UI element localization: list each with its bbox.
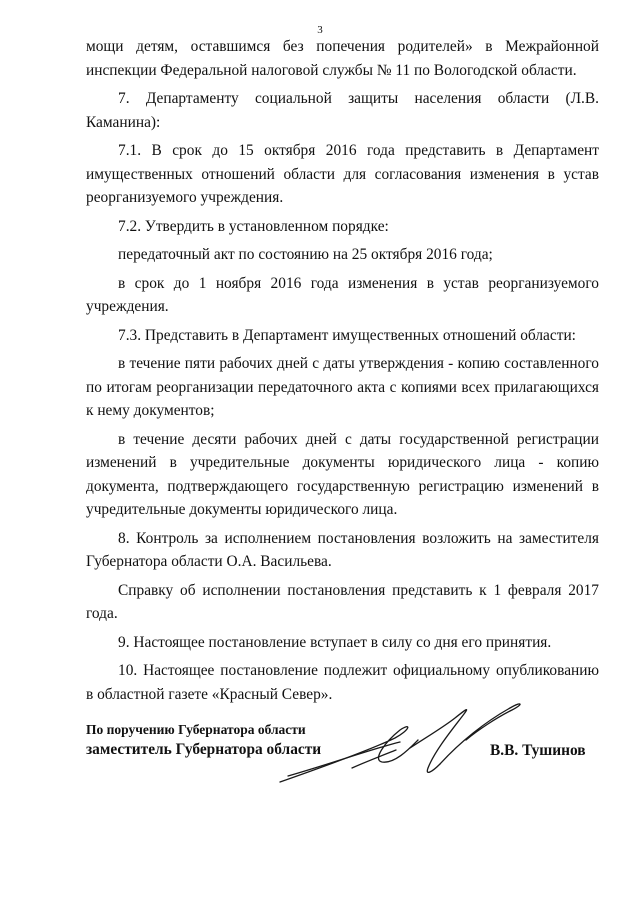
paragraph-item-7-3: 7.3. Представить в Департамент имущественных отношений области:	[118, 326, 576, 344]
handwritten-signature	[260, 690, 530, 790]
signature-authority-line: По поручению Губернатора области	[86, 722, 306, 737]
signature-position-line: заместитель Губернатора области	[86, 741, 322, 758]
paragraph-ten-days: в течение десяти рабочих дней с даты государственной регистрации изменений в учредительные документы юридического лица - копию документа, подтверждающего государственную регистрацию изменений в учредительные документы юридического лица.	[86, 430, 599, 518]
signatory-name: В.В. Тушинов	[490, 742, 586, 759]
paragraph-continuation: мощи детям, оставшимся без попечения родителей» в Межрайонной инспекции Федеральной налоговой службы № 11 по Вологодской области.	[86, 38, 599, 79]
paragraph-report: Справку об исполнении постановления представить к 1 февраля 2017 года.	[86, 581, 599, 622]
paragraph-item-10: 10. Настоящее постановление подлежит официальному опубликованию в областной газете «Красный Север».	[86, 662, 599, 703]
document-body	[86, 35, 599, 711]
page-number: 3	[317, 24, 323, 36]
paragraph-item-8: 8. Контроль за исполнением постановления возложить на заместителя Губернатора области О.А. Васильева.	[86, 529, 599, 570]
paragraph-transfer-act: передаточный акт по состоянию на 25 октября 2016 года;	[118, 246, 493, 263]
paragraph-charter-changes: в срок до 1 ноября 2016 года изменения в устав реорганизуемого учреждения.	[86, 274, 599, 315]
paragraph-item-7-1: 7.1. В срок до 15 октября 2016 года представить в Департамент имущественных отношений области для согласования изменения в устав реорганизуемого учреждения.	[86, 142, 599, 206]
paragraph-item-7: 7. Департаменту социальной защиты населения области (Л.В. Каманина):	[86, 90, 599, 131]
paragraph-item-9: 9. Настоящее постановление вступает в силу со дня его принятия.	[118, 633, 552, 651]
paragraph-item-7-2: 7.2. Утвердить в установленном порядке:	[118, 217, 389, 235]
paragraph-five-days: в течение пяти рабочих дней с даты утверждения - копию составленного по итогам реорганизации передаточного акта с копиями всех прилагающихся к нему документов;	[86, 355, 599, 419]
